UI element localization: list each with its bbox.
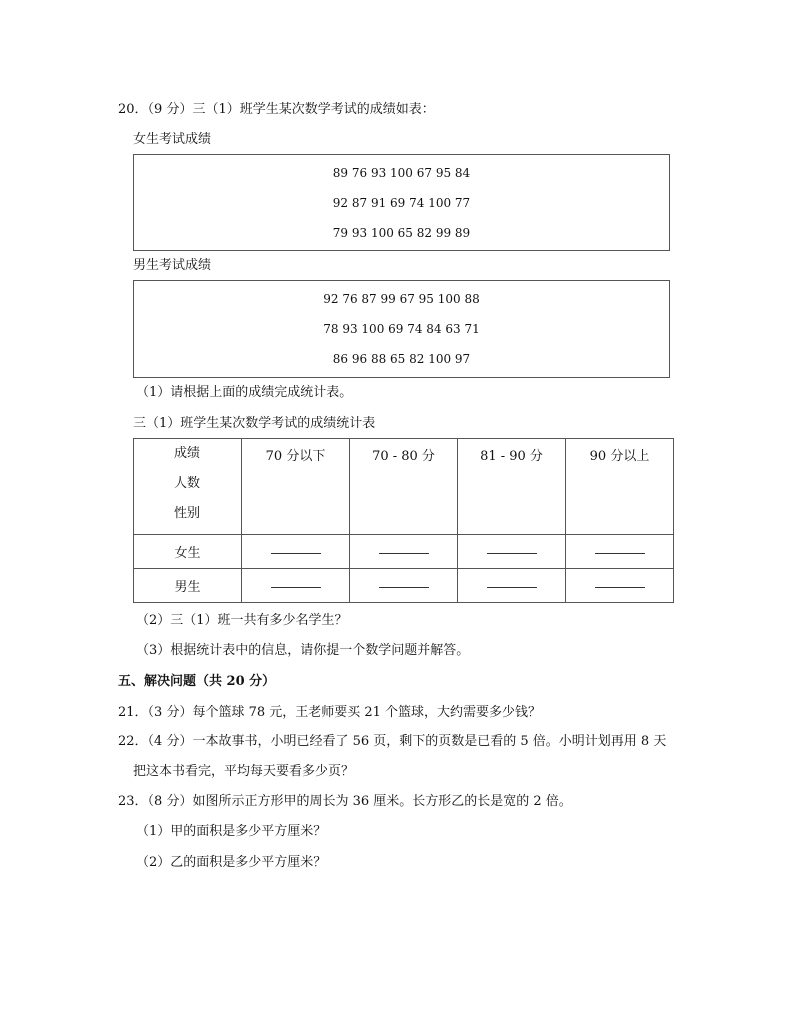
- q20-part2: （2）三（1）班一共有多少名学生？: [136, 613, 348, 628]
- girls-score-row: 92 87 91 69 74 100 77: [332, 196, 471, 210]
- answer-cell[interactable]: [566, 535, 674, 569]
- column-header: 81 - 90 分: [458, 439, 566, 535]
- boys-score-label: 男生考试成绩: [133, 258, 212, 273]
- answer-blank[interactable]: [595, 535, 645, 554]
- answer-blank[interactable]: [487, 535, 537, 554]
- q21-text: 21．（3 分）每个篮球 78 元，王老师要买 21 个篮球，大约需要多少钱？: [118, 705, 542, 720]
- column-header: 90 分以上: [566, 439, 674, 535]
- column-header: 70 分以下: [242, 439, 350, 535]
- boys-score-row: 92 76 87 99 67 95 100 88: [323, 292, 480, 306]
- q23-text: 23．（8 分）如图所示正方形甲的周长为 36 厘米。长方形乙的长是宽的 2 倍。: [118, 794, 572, 809]
- answer-cell[interactable]: [242, 535, 350, 569]
- q20-part3: （3）根据统计表中的信息，请你提一个数学问题并解答。: [136, 643, 470, 658]
- q23-part1: （1）甲的面积是多少平方厘米？: [136, 824, 327, 839]
- answer-blank[interactable]: [379, 535, 429, 554]
- q20-title: 20．（9 分）三（1）班学生某次数学考试的成绩如表：: [118, 102, 435, 117]
- answer-blank[interactable]: [487, 569, 537, 588]
- section-5-title: 五、解决问题（共 20 分）: [118, 674, 276, 689]
- corner-label-gender: 性别: [174, 506, 201, 521]
- girls-score-box: [133, 154, 670, 251]
- girls-score-row: 79 93 100 65 82 99 89: [332, 226, 471, 240]
- answer-blank[interactable]: [595, 569, 645, 588]
- corner-label-count: 人数: [174, 476, 201, 491]
- answer-blank[interactable]: [271, 535, 321, 554]
- corner-header: [134, 439, 242, 535]
- answer-blank[interactable]: [379, 569, 429, 588]
- row-label-boys: 男生: [134, 569, 242, 603]
- q20-part1: （1）请根据上面的成绩完成统计表。: [136, 385, 353, 400]
- q23-part2: （2）乙的面积是多少平方厘米？: [136, 855, 327, 870]
- row-label-girls: 女生: [134, 535, 242, 569]
- answer-cell[interactable]: [458, 569, 566, 603]
- answer-cell[interactable]: [458, 535, 566, 569]
- boys-score-box: [133, 280, 670, 378]
- girls-score-row: 89 76 93 100 67 95 84: [332, 166, 471, 180]
- boys-score-row: 78 93 100 69 74 84 63 71: [323, 322, 480, 336]
- stats-table: [133, 438, 674, 603]
- q22-line2: 把这本书看完，平均每天要看多少页？: [133, 764, 355, 779]
- stats-table-title: 三（1）班学生某次数学考试的成绩统计表: [133, 416, 376, 431]
- answer-cell[interactable]: [566, 569, 674, 603]
- answer-blank[interactable]: [271, 569, 321, 588]
- answer-cell[interactable]: [350, 535, 458, 569]
- boys-score-row: 86 96 88 65 82 100 97: [332, 352, 471, 366]
- q22-line1: 22．（4 分）一本故事书，小明已经看了 56 页，剩下的页数是已看的 5 倍。小明计划再用 8 天: [118, 734, 667, 749]
- column-header: 70 - 80 分: [350, 439, 458, 535]
- answer-cell[interactable]: [350, 569, 458, 603]
- answer-cell[interactable]: [242, 569, 350, 603]
- corner-label-score: 成绩: [174, 446, 201, 461]
- girls-score-label: 女生考试成绩: [133, 132, 212, 147]
